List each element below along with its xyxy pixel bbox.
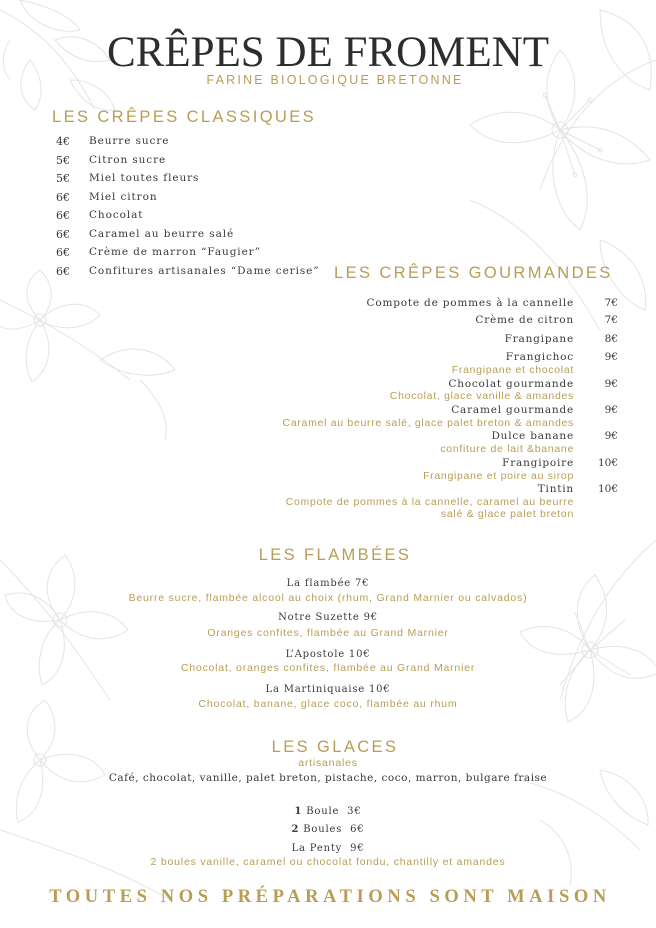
list-item — [0, 684, 656, 695]
item-price: 10€ — [368, 684, 391, 695]
item-name: Notre Suzette — [278, 612, 360, 623]
item-name: Frangichoc — [505, 351, 574, 363]
item-description: Caramel au beurre salé, glace palet breton & amandes — [282, 417, 574, 429]
item-name: Caramel au beurre salé — [89, 227, 235, 240]
item-price: 9€ — [350, 843, 365, 854]
item-price: 10€ — [597, 457, 618, 469]
item-price: 8€ — [604, 333, 618, 345]
section-title-classiques: LES CRÊPES CLASSIQUES — [52, 108, 317, 126]
item-name: Beurre sucre — [89, 135, 170, 147]
item-description: Beurre sucre, flambée alcool au choix (rhum, Grand Marnier ou calvados) — [128, 592, 528, 604]
item-quantity: 2 — [291, 824, 300, 835]
item-description: Frangipane et chocolat — [451, 364, 574, 376]
item-price: 6€ — [56, 246, 70, 259]
item-name: Frangipane — [504, 333, 574, 345]
glaces-flavors: Café, chocolat, vanille, palet breton, pistache, coco, marron, bulgare fraise — [108, 772, 548, 784]
item-price: 5€ — [56, 153, 70, 167]
item-price: 6€ — [56, 264, 70, 278]
item-price: 7€ — [604, 314, 618, 326]
item-price: 3€ — [347, 806, 362, 817]
item-quantity: 1 — [294, 806, 303, 817]
footer-tagline: TOUTES NOS PRÉPARATIONS SONT MAISON — [49, 887, 611, 907]
item-price: 9€ — [363, 612, 378, 623]
item-price: 6€ — [56, 227, 70, 241]
item-name: Chocolat — [89, 209, 144, 221]
item-name: La Penty — [291, 843, 343, 854]
item-price: 6€ — [56, 209, 70, 222]
item-description: Oranges confites, flambée au Grand Marnier — [207, 627, 449, 639]
glaces-subtitle: artisanales — [298, 757, 358, 769]
list-item — [0, 806, 656, 817]
item-name: Tintin — [537, 483, 574, 495]
item-price: 6€ — [350, 824, 365, 835]
item-description: Chocolat, glace vanille & amandes — [389, 390, 574, 402]
item-name: La Martiniquaise — [265, 684, 365, 695]
section-title-gourmandes: LES CRÊPES GOURMANDES — [334, 264, 613, 282]
item-description: confiture de lait &banane — [440, 443, 574, 455]
item-price: 6€ — [56, 190, 70, 204]
item-name: Miel citron — [89, 190, 158, 203]
item-name: Citron sucre — [89, 153, 167, 166]
item-name: Confitures artisanales “Dame cerise” — [89, 264, 320, 277]
list-item — [0, 824, 656, 835]
item-description: salé & glace palet breton — [440, 508, 574, 520]
item-name: La flambée — [286, 578, 352, 589]
item-name: Crème de marron “Faugier” — [89, 246, 261, 258]
list-item — [0, 843, 656, 854]
item-name: Miel toutes fleurs — [89, 172, 200, 184]
item-name: Compote de pommes à la cannelle — [366, 297, 574, 309]
item-name: L’Apostole — [285, 649, 345, 660]
item-price: 10€ — [597, 483, 618, 495]
item-description: Frangipane et poire au sirop — [423, 470, 574, 482]
item-price: 7€ — [604, 297, 618, 309]
section-title-glaces: LES GLACES — [271, 738, 399, 756]
item-price: 9€ — [604, 430, 618, 442]
item-name: Boule — [306, 806, 340, 817]
item-name: Caramel gourmande — [451, 404, 574, 416]
list-item — [0, 649, 656, 660]
item-description: Chocolat, banane, glace coco, flambée au rhum — [198, 698, 458, 710]
page-title: CRÊPES DE FROMENT — [106, 29, 549, 76]
page-subtitle: FARINE BIOLOGIQUE BRETONNE — [206, 73, 464, 87]
item-price: 9€ — [604, 351, 618, 363]
item-price: 9€ — [604, 378, 618, 390]
item-description: Chocolat, oranges confites, flambée au Grand Marnier — [180, 662, 476, 674]
item-name: Crème de citron — [475, 314, 574, 326]
list-item — [0, 612, 656, 623]
item-price: 9€ — [604, 404, 618, 416]
item-price: 5€ — [56, 172, 70, 185]
item-name: Frangipoire — [502, 457, 574, 469]
item-description: Compote de pommes à la cannelle, caramel au beurre — [285, 496, 574, 508]
item-price: 4€ — [56, 135, 70, 148]
item-description: 2 boules vanille, caramel ou chocolat fondu, chantilly et amandes — [150, 856, 506, 868]
list-item — [0, 578, 656, 589]
item-name: Boules — [303, 824, 343, 835]
section-title-flambees: LES FLAMBÉES — [258, 546, 412, 564]
item-price: 7€ — [355, 578, 370, 589]
item-name: Chocolat gourmande — [448, 378, 574, 390]
item-name: Dulce banane — [491, 430, 574, 442]
item-price: 10€ — [348, 649, 371, 660]
